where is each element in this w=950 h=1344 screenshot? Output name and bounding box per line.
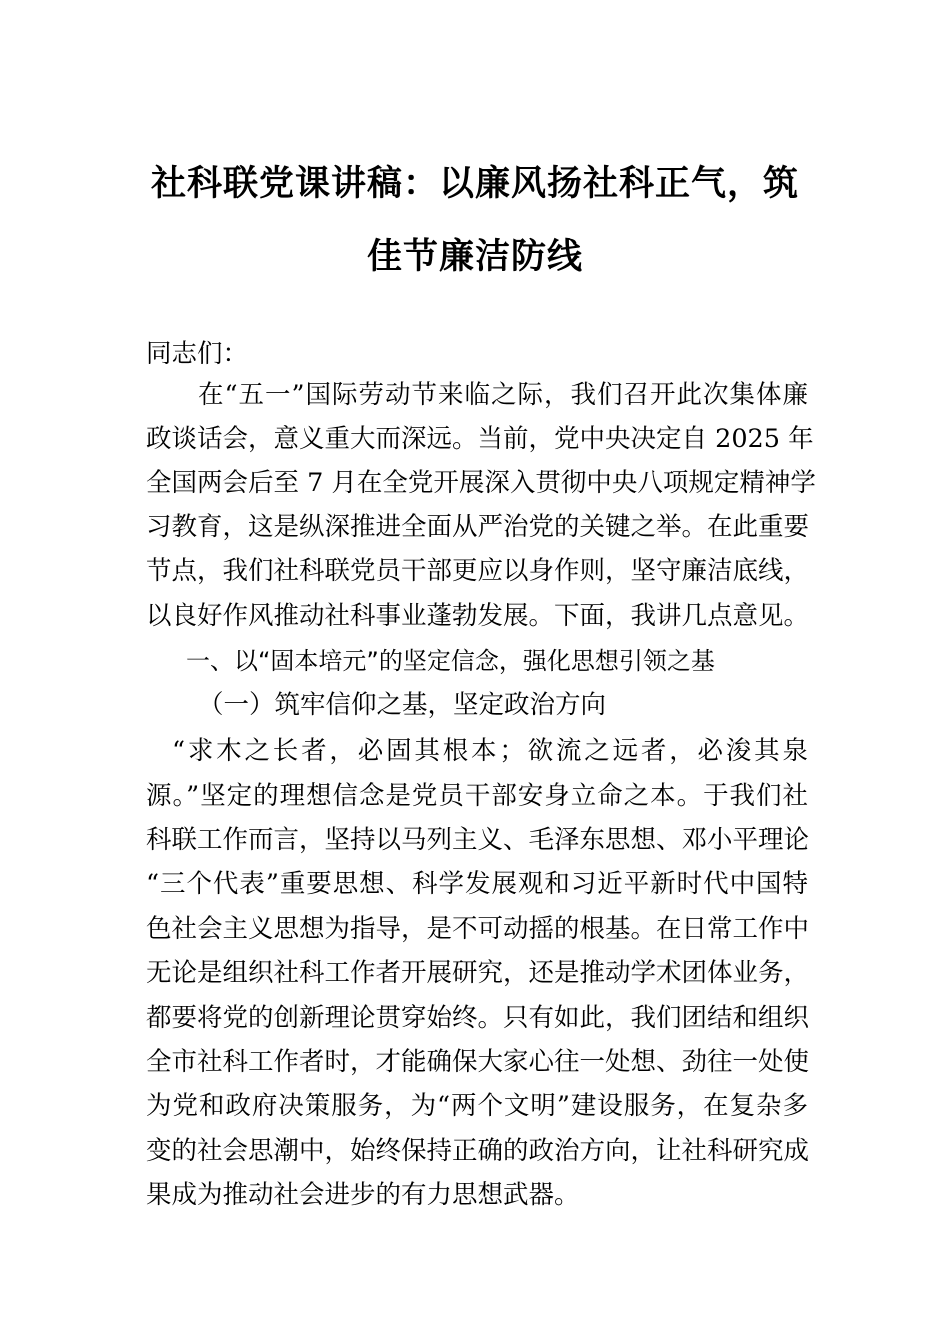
paragraph-line: 在“五一”国际劳动节来临之际，我们召开此次集体廉 bbox=[198, 380, 808, 410]
paragraph-line: 节点，我们社科联党员干部更应以身作则，坚守廉洁底线， bbox=[146, 556, 810, 586]
paragraph-line: 全市社科工作者时，才能确保大家心往一处想、劲往一处使 bbox=[146, 1047, 810, 1077]
document-title-line-2: 佳节廉洁防线 bbox=[366, 237, 583, 277]
paragraph-line: 变的社会思潮中，始终保持正确的政治方向，让社科研究成 bbox=[146, 1136, 810, 1166]
paragraph-line: 以良好作风推动社科事业蓬勃发展。下面，我讲几点意见。 bbox=[146, 601, 810, 631]
paragraph-line: 为党和政府决策服务，为“两个文明”建设服务，在复杂多 bbox=[146, 1091, 808, 1121]
paragraph-line: 政谈话会，意义重大而深远。当前，党中央决定自 2025 年 bbox=[146, 424, 814, 454]
salutation: 同志们： bbox=[146, 339, 249, 369]
paragraph-line: 源。”坚定的理想信念是党员干部安身立命之本。于我们社 bbox=[146, 781, 808, 811]
paragraph-line: 都要将党的创新理论贯穿始终。只有如此，我们团结和组织 bbox=[146, 1003, 810, 1033]
paragraph-line: 全国两会后至 7 月在全党开展深入贯彻中央八项规定精神学 bbox=[146, 468, 816, 498]
section-heading: 一、以“固本培元”的坚定信念，强化思想引领之基 bbox=[186, 647, 715, 675]
document-title-line-1: 社科联党课讲稿：以廉风扬社科正气，筑 bbox=[150, 164, 799, 204]
paragraph-line: 无论是组织社科工作者开展研究，还是推动学术团体业务， bbox=[146, 958, 810, 988]
paragraph-line: 果成为推动社会进步的有力思想武器。 bbox=[146, 1180, 580, 1210]
paragraph-line: 科联工作而言，坚持以马列主义、毛泽东思想、邓小平理论 bbox=[146, 825, 810, 855]
paragraph-line: “求木之长者，必固其根本；欲流之远者，必浚其泉 bbox=[172, 736, 808, 766]
subsection-heading: （一）筑牢信仰之基，坚定政治方向 bbox=[198, 690, 607, 720]
paragraph-line: 习教育，这是纵深推进全面从严治党的关键之举。在此重要 bbox=[146, 512, 810, 542]
paragraph-line: “三个代表”重要思想、科学发展观和习近平新时代中国特 bbox=[146, 869, 808, 899]
paragraph-line: 色社会主义思想为指导，是不可动摇的根基。在日常工作中 bbox=[146, 914, 810, 944]
